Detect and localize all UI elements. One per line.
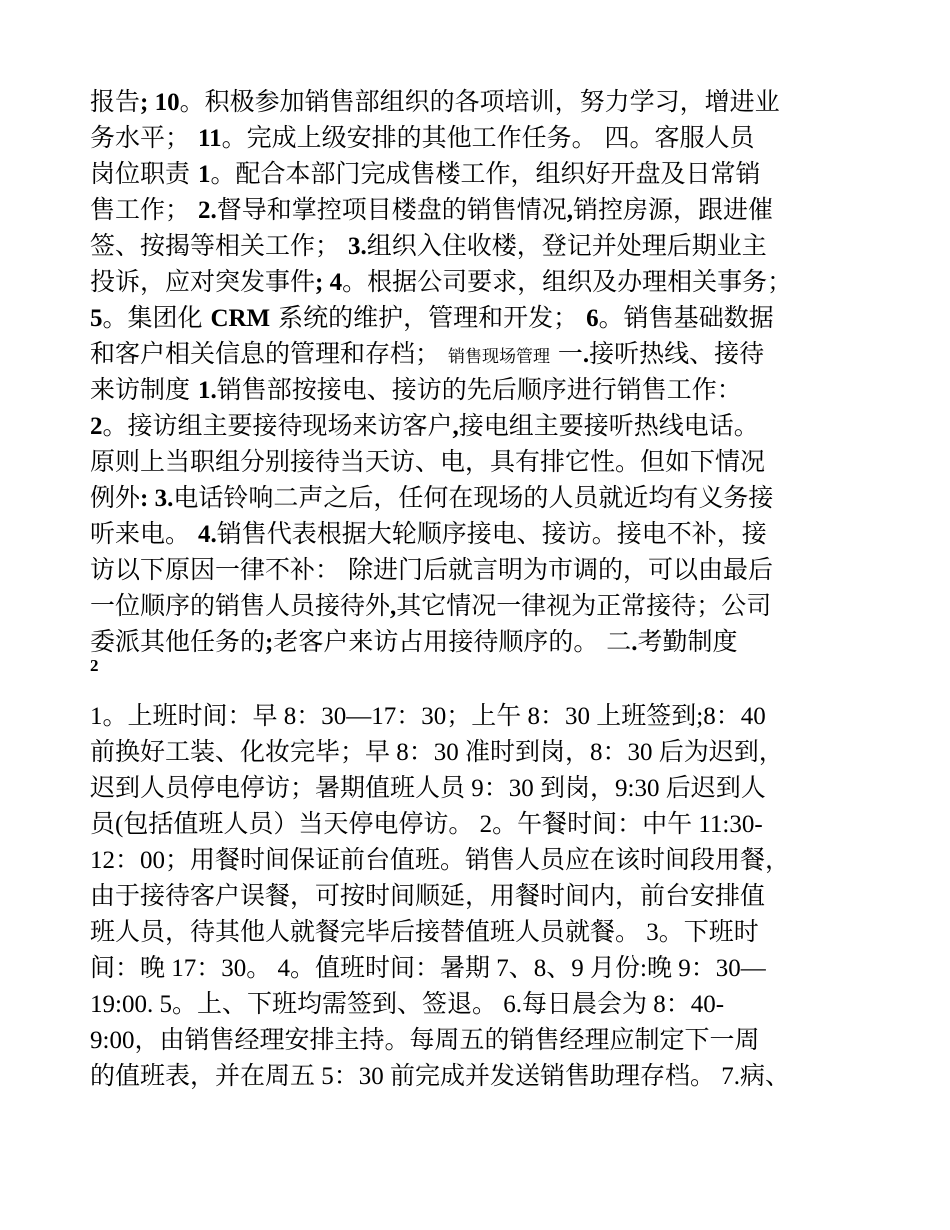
text-run: 务水平； [90, 123, 198, 152]
text-line [90, 552, 860, 588]
text-run: 1. [197, 377, 217, 404]
text-line [90, 444, 860, 480]
text-line: 12：00；用餐时间保证前台值班。销售人员应在该时间段用餐， [90, 847, 791, 874]
text-run: 岗位职责 [90, 159, 198, 188]
text-run: , [390, 593, 397, 620]
text-line: 迟到人员停电停访；暑期值班人员 9：30 到岗，9:30 后迟到人 [90, 775, 766, 802]
text-run: 其它情况一律视为正常接待；公司 [396, 591, 772, 620]
text-line [90, 372, 860, 408]
text-line: 1。上班时间：早 8：30—17：30；上午 8：30 上班签到;8：40 [90, 703, 766, 730]
text-run: 4. [197, 521, 217, 548]
text-run: 1 [197, 161, 211, 188]
text-line [90, 336, 860, 372]
text-run: 系统的维护，管理和开发； [270, 303, 587, 332]
text-run: 签、按揭等相关工作； [90, 231, 348, 260]
text-run: 2. [197, 197, 217, 224]
text-line: 的值班表，并在周五 5：30 前完成并发送销售助理存档。 7.病、 [90, 1063, 791, 1090]
text-run: 。销售基础数据 [598, 303, 774, 332]
text-line: 19:00. 5。上、下班均需签到、签退。 6.每日晨会为 8：40- [90, 991, 725, 1018]
text-run: 6 [586, 305, 599, 332]
document-page [90, 84, 860, 1095]
text-run: : 3. [140, 485, 174, 512]
text-run: . [631, 629, 638, 656]
text-run: 原则上当职组分别接待当天访、电，具有排它性。但如下情况 [90, 447, 766, 476]
text-run: 3. [347, 233, 367, 260]
text-run: . [582, 341, 590, 368]
text-block-sales-duties [90, 84, 860, 660]
section-gap [90, 676, 860, 699]
text-run: 销售代表根据大轮顺序接电、接访。接电不补，接 [216, 519, 767, 548]
text-run: 来访制度 [90, 375, 198, 404]
text-run: ; 4 [315, 269, 343, 296]
text-run: 销售现场管理 [447, 347, 550, 367]
text-line [90, 264, 860, 300]
text-run: 一位顺序的销售人员接待外 [90, 591, 391, 620]
text-run: 。根据公司要求，组织及办理相关事务； [342, 267, 793, 296]
text-run: 例外 [90, 483, 141, 512]
text-line [90, 228, 860, 264]
text-run: 销控房源，跟进催 [572, 195, 773, 224]
text-line [90, 120, 860, 156]
text-run: 老客户来访占用接待顺序的。 二 [273, 627, 632, 656]
text-run: 。配合本部门完成售楼工作，组织好开盘及日常销 [210, 159, 761, 188]
text-run: 考勤制度 [637, 627, 738, 656]
text-run: 售工作； [90, 195, 198, 224]
text-run: 接电组主要接听热线电话。 [458, 411, 759, 440]
text-run: ; [265, 629, 274, 656]
text-line: 前换好工装、化妆完毕；早 8：30 准时到岗，8：30 后为迟到， [90, 739, 784, 766]
text-run: 5 [90, 305, 103, 332]
text-line: 员(包括值班人员）当天停电停访。 2。午餐时间：中午 11:30- [90, 811, 763, 838]
text-line: 9:00，由销售经理安排主持。每周五的销售经理应制定下一周 [90, 1027, 760, 1054]
text-line [90, 192, 860, 228]
text-line [90, 84, 860, 120]
page-number: 2 [90, 656, 99, 675]
text-line [90, 300, 860, 336]
text-line: 间：晚 17：30。 4。值班时间：暑期 7、8、9 月份:晚 9：30— [90, 955, 766, 982]
text-line: 班人员，待其他人就餐完毕后接替值班人员就餐。 3。下班时 [90, 919, 759, 946]
text-run: 听来电。 [90, 519, 198, 548]
text-run: 11 [197, 125, 222, 152]
text-line [90, 408, 860, 444]
text-run: 。积极参加销售部组织的各项培训，努力学习，增进业 [179, 87, 780, 116]
text-line [90, 156, 860, 192]
text-run: 。接访组主要接待现场来访客户 [102, 411, 453, 440]
text-block-attendance [90, 699, 860, 1095]
text-run: 督导和掌控项目楼盘的销售情况 [216, 195, 567, 224]
text-run: 销售部按接电、接访的先后顺序进行销售工作： [216, 375, 742, 404]
text-run: 委派其他任务的 [90, 627, 266, 656]
text-run: 报告 [90, 87, 141, 116]
text-run: 投诉，应对突发事件 [90, 267, 316, 296]
text-run: 一 [549, 339, 583, 368]
text-run: 和客户相关信息的管理和存档； [90, 339, 448, 368]
text-run: 组织入住收楼，登记并处理后期业主 [366, 231, 767, 260]
text-line [90, 624, 860, 660]
text-run: , [452, 413, 459, 440]
text-run: 。集团化 [102, 303, 211, 332]
text-run: 。完成上级安排的其他工作任务。 四。客服人员 [221, 123, 755, 152]
text-line [90, 588, 860, 624]
text-run: 2 [90, 413, 103, 440]
text-run: ; 10 [140, 89, 180, 116]
text-run: , [566, 197, 573, 224]
text-run: 电话铃响二声之后，任何在现场的人员就近均有义务接 [173, 483, 774, 512]
text-run: CRM [210, 305, 271, 332]
text-run: 访以下原因一律不补： 除进门后就言明为市调的，可以由最后 [90, 555, 773, 584]
text-line [90, 480, 860, 516]
text-line [90, 516, 860, 552]
text-run: 接听热线、接待 [589, 339, 765, 368]
text-line: 由于接待客户误餐，可按时间顺延，用餐时间内，前台安排值 [90, 883, 766, 910]
